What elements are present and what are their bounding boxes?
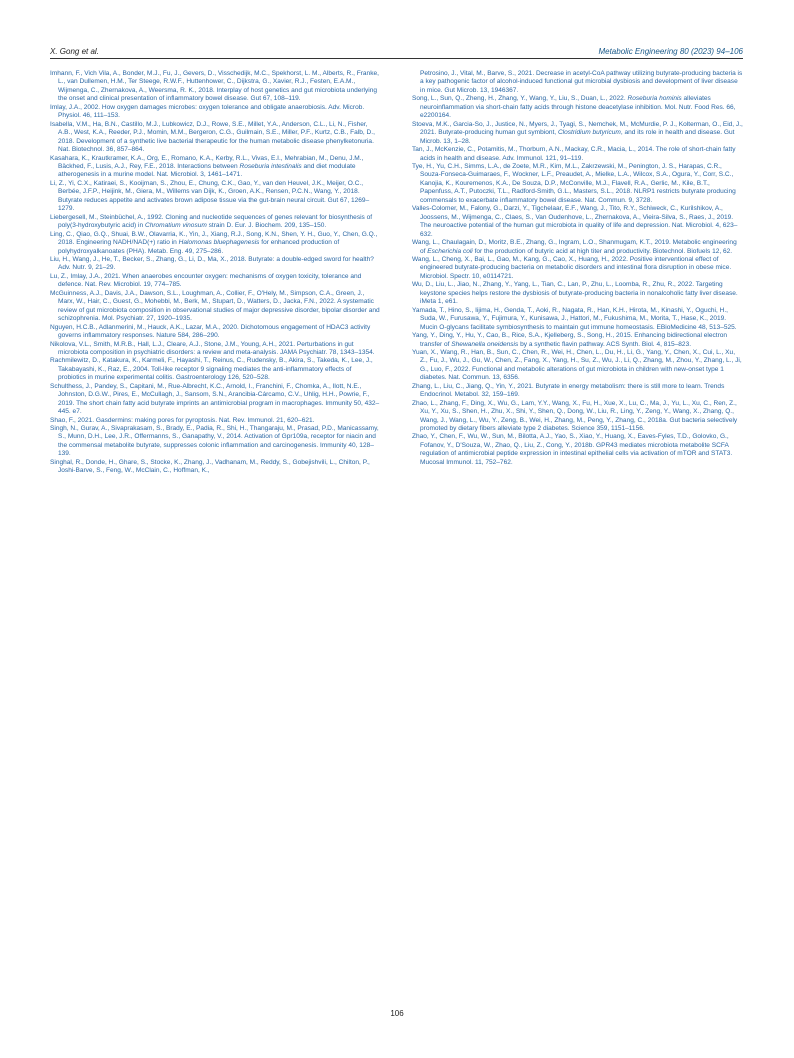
- reference-text: Zhang, L., Liu, C., Jiang, Q., Yin, Y., 2021. Butyrate in energy metabolism: there is still more to learn. Trends Endocrinol. Metabol. 32, 159–169.: [412, 382, 725, 399]
- reference-entry[interactable]: [50, 290, 381, 324]
- reference-species-name: Halomonas bluephagenesis: [178, 239, 260, 247]
- reference-entry[interactable]: [412, 121, 743, 146]
- reference-text: Liu, H., Wang, J., He, T., Becker, S., Zhang, G., Li, D., Ma, X., 2018. Butyrate: a double-edged sword for health? Adv. Nutr. 9, 21–29.: [50, 255, 374, 272]
- reference-text: strain D. Eur. J. Biochem. 209, 135–150.: [206, 222, 327, 230]
- reference-entry[interactable]: [412, 239, 743, 256]
- reference-species-name: Clostridium butyricum: [557, 129, 621, 137]
- reference-text: Tan, J., McKenzie, C., Potamitis, M., Thorburn, A.N., Mackay, C.R., Macia, L., 2014. The role of short-chain fatty acids in health and disease. Adv. Immunol. 121, 91–119.: [412, 146, 736, 162]
- reference-text: Rachmilewitz, D., Katakura, K., Karmeli, F., Hayashi, T., Reinus, C., Rudensky, B., Akira, S., Takeda, K., Lee, J., Takabayashi, K., Raz, E., 2004. Toll-like receptor 9 signaling mediates the anti-inflammatory effects of probiotics in murine experimental colitis. Gastroenterology 126, 520–528.: [50, 357, 373, 382]
- reference-entry[interactable]: [50, 256, 381, 273]
- reference-text: Wang, L., Cheng, X., Bai, L., Gao, M., Kang, G., Cao, X., Huang, H., 2022. Positive interventional effect of engineered butyrate-producing bacteria on metabolic disorders and intestinal flora disruption in obese mice. Microbiol. Spectr. 10, e0114721.: [412, 255, 732, 280]
- reference-entry[interactable]: [50, 459, 381, 476]
- reference-list-left-column: [50, 70, 381, 476]
- reference-text: Schulthess, J., Pandey, S., Capitani, M., Rue-Albrecht, K.C., Arnold, I., Franchini, F., Chomka, A., Ilott, N.E., Johnston, D.G.W., Pires, E., McCullagh, J., Sansom, S.N., Arancibia-Cárcamo, C.V., Uhlig, H.H., Powrie, F., 2019. The short chain fatty acid butyrate imprints an antimicrobial program in macrophages. Immunity 50, 432–445. e7.: [50, 382, 380, 416]
- reference-text: for enhanced production of polyhydroxyalkanoates (PHA). Metab. Eng. 49, 275–286.: [58, 239, 340, 255]
- running-header-authors: X. Gong et al.: [50, 47, 99, 56]
- reference-entry[interactable]: [50, 104, 381, 121]
- page-number: 106: [390, 1009, 404, 1018]
- reference-entry[interactable]: [412, 332, 743, 349]
- reference-text: Nguyen, H.C.B., Adlanmerini, M., Hauck, A.K., Lazar, M.A., 2020. Dichotomous engagement of HDAC3 activity governs inflammatory responses. Nature 584, 286–290.: [50, 323, 371, 340]
- reference-text: by a synthetic flavin pathway. ACS Synth. Biol. 4, 815–823.: [518, 340, 692, 348]
- reference-entry[interactable]: [412, 256, 743, 281]
- reference-text: Yamada, T., Hino, S., Iijima, H., Genda, T., Aoki, R., Nagata, R., Han, K.H., Hirota, M., Kinashi, Y., Oguchi, H., Suda, W., Furusawa, Y., Fujimura, Y., Kunisawa, J., Hattori, M., Fukushima, M., Morita, T., Hase, K., 2019. Mucin O-glycans facilitate symbiosynthesis to maintain gut immune homeostasis. EBioMedicine 48, 513–525.: [412, 306, 737, 331]
- reference-text: Lu, Z., Imlay, J.A., 2021. When anaerobes encounter oxygen: mechanisms of oxygen toxicity, tolerance and defence. Nat. Rev. Microbiol. 19, 774–785.: [50, 272, 362, 289]
- reference-entry[interactable]: [412, 70, 743, 95]
- reference-entry[interactable]: [50, 70, 381, 104]
- reference-entry[interactable]: [50, 121, 381, 155]
- reference-entry[interactable]: [50, 341, 381, 358]
- reference-text: for the production of butyric acid at high titer and productivity. Biotechnol. Biofuels 12, 62.: [472, 247, 733, 255]
- reference-entry[interactable]: [412, 349, 743, 383]
- reference-entry[interactable]: [412, 383, 743, 400]
- reference-text: Yuan, X., Wang, R., Han, B., Sun, C., Chen, R., Wei, H., Chen, L., Du, H., Li, G., Yang, Y., Chen, X., Cui, L., Xu, Z., Fu, J., Wu, J., Gu, W., Chen, Z., Fang, X., Yang, H., Su, Z., Wu, J., Li, Q., Zhang, M., Zhou, Y., Zhang, L., Ji, G., Luo, F., 2022. Functional and metabolic alterations of gut microbiota in children with new-onset type 1 diabetes. Nat. Commun. 13, 6356.: [412, 348, 742, 382]
- reference-text: Imhann, F., Vich Vila, A., Bonder, M.J., Fu, J., Gevers, D., Visschedijk, M.C., Spekhorst, L. M., Alberts, R., Franke, L., van Dullemen, H.M., Ter Steege, R.W.F., Huttenhower, C., Dijkstra, G., Xavier, R.J., Festen, E.A.M., Wijmenga, C., Zhernakova, A., Weersma, R. K., 2018. Interplay of host genetics and gut microbiota underlying the onset and clinical presentation of inflammatory bowel disease. Gut 67, 108–119.: [50, 70, 379, 103]
- header-divider: [50, 58, 743, 59]
- reference-entry[interactable]: [412, 400, 743, 434]
- reference-text: Wang, L., Chaulagain, D., Moritz, B.E., Zhang, G., Ingram, L.O., Shanmugam, K.T., 2019. Metabolic engineering of: [412, 239, 737, 255]
- reference-species-name: Shewanella oneidensis: [451, 340, 519, 348]
- reference-text: Liebergesell, M., Steinbüchel, A., 1992. Cloning and nucleotide sequences of genes relevant for biosynthesis of poly(3-hydroxybutyric acid) in: [50, 213, 373, 230]
- reference-text: Imlay, J.A., 2002. How oxygen damages microbes: oxygen tolerance and obligate anaerobiosis. Adv. Microb. Physiol. 46, 111–153.: [50, 103, 365, 120]
- reference-entry[interactable]: [50, 214, 381, 231]
- reference-text: Singhal, R., Donde, H., Ghare, S., Stocke, K., Zhang, J., Vadhanam, M., Reddy, S., Gobejishvili, L., Chilton, P., Joshi-Barve, S., Feng, W., McClain, C., Hoffman, K.,: [50, 458, 370, 475]
- reference-text: Shao, F., 2021. Gasdermins: making pores for pyroptosis. Nat. Rev. Immunol. 21, 620–621.: [50, 416, 315, 424]
- reference-entry[interactable]: [50, 231, 381, 256]
- reference-text: Li, Z., Yi, C.X., Katiraei, S., Kooijman, S., Zhou, E., Chung, C.K., Gao, Y., van den Heuvel, J.K., Meijer, O.C., Berbée, J.F.P., Heijink, M., Giera, M., Willems van Dijk, K., Groen, A.K., Rensen, P.C.N., Wang, Y., 2018. Butyrate reduces appetite and activates brown adipose tissue via the gut-brain neural circuit. Gut 67, 1269–1279.: [50, 179, 370, 213]
- reference-text: Stoeva, M.K., Garcia-So, J., Justice, N., Myers, J., Tyagi, S., Nemchek, M., McMurdie, P. J., Kolterman, O., Eid, J., 2021. Butyrate-producing human gut symbiont,: [412, 120, 743, 137]
- reference-text: Song, L., Sun, Q., Zheng, H., Zhang, Y., Wang, Y., Liu, S., Duan, L., 2022.: [412, 95, 628, 103]
- reference-species-name: Escherichia coli: [427, 247, 473, 255]
- running-header-journal[interactable]: Metabolic Engineering 80 (2023) 94–106: [598, 47, 743, 56]
- reference-entry[interactable]: [412, 433, 743, 467]
- reference-entry[interactable]: [50, 324, 381, 341]
- reference-text: Petrosino, J., Vital, M., Barve, S., 2021. Decrease in acetyl-CoA pathway utilizing butyrate-producing bacteria is a key pathogenic factor of alcohol-induced functional gut microbial dysbiosis and development of liver disease in mice. Gut Microb. 13, 1946367.: [420, 70, 743, 94]
- reference-text: McGuinness, A.J., Davis, J.A., Dawson, S.L., Loughman, A., Collier, F., O'Hely, M., Simpson, C.A., Green, J., Marx, W., Hair, C., Guest, G., Mohebbi, M., Berk, M., Stupart, D., Watters, D., Jacka, F.N., 2022. A systematic review of gut microbiota composition in observational studies of major depressive disorder, bipolar disorder and schizophrenia. Mol. Psychiatr. 27, 1920–1935.: [50, 289, 380, 323]
- reference-text: Singh, N., Gurav, A., Sivaprakasam, S., Brady, E., Padia, R., Shi, H., Thangaraju, M., Prasad, P.D., Manicassamy, S., Munn, D.H., Lee, J.R., Offermanns, S., Ganapathy, V., 2014. Activation of Gpr109a, receptor for niacin and the commensal metabolite butyrate, suppresses colonic inflammation and carcinogenesis. Immunity 40, 128–139.: [50, 425, 379, 458]
- reference-text: Wu, D., Liu, L., Jiao, N., Zhang, Y., Yang, L., Tian, C., Lan, P., Zhu, L., Loomba, R., Zhu, R., 2022. Targeting keystone species helps restore the dysbiosis of butyrate-producing bacteria in nonalcoholic fatty liver disease. iMeta 1, e61.: [412, 281, 738, 306]
- reference-species-name: Roseburia intestinalis: [239, 162, 302, 170]
- reference-entry[interactable]: [50, 357, 381, 382]
- reference-text: Valles-Colomer, M., Falony, G., Darzi, Y., Tigchelaar, E.F., Wang, J., Tito, R.Y., Schiweck, C., Kurilshikov, A., Joossens, M., Wijmenga, C., Claes, S., Van Oudenhove, L., Zhernakova, A., Vieira-Silva, S., Raes, J., 2019. The neuroactive potential of the human gut microbiota in quality of life and depression. Nat. Microbiol. 4, 623–632.: [412, 205, 738, 238]
- reference-entry[interactable]: [412, 307, 743, 332]
- reference-text: Tye, H., Yu, C.H., Simms, L.A., de Zoete, M.R., Kim, M.L., Zakrzewski, M., Penington, J. S., Harapas, C.R., Souza-Fonseca-Guimaraes, F., Wockner, L.F., Preaudet, A., Mielke, L.A., Wilcox, S.A., Ogura, Y., Corr, S.C., Kanojia, K., Kouremenos, K.A., De Souza, D.P., McConville, M.J., Flavell, R.A., Gerlic, M., Kile, B.T., Papenfuss, A.T., Putoczki, T.L., Radford-Smith, G.L., Masters, S.L., 2018. NLRP1 restricts butyrate producing commensals to exacerbate inflammatory bowel disease. Nat. Commun. 9, 3728.: [412, 162, 736, 204]
- reference-entry[interactable]: [412, 95, 743, 120]
- reference-entry[interactable]: [50, 417, 381, 425]
- reference-entry[interactable]: [50, 155, 381, 180]
- reference-text: Kasahara, K., Krautkramer, K.A., Org, E., Romano, K.A., Kerby, R.L., Vivas, E.I., Mehrabian, M., Denu, J.M., Bäckhed, F., Lusis, A.J., Rey, F.E., 2018. Interactions between: [50, 154, 364, 170]
- reference-text: Isabella, V.M., Ha, B.N., Castillo, M.J., Lubkowicz, D.J., Rowe, S.E., Millet, Y.A., Anderson, C.L., Li, N., Fisher, A.B., West, K.A., Reeder, P.J., Momin, M.M., Bergeron, C.G., Guilmain, S.E., Miller, P.F., Kurtz, C.B., Falb, D., 2018. Development of a synthetic live bacterial therapeutic for the human metabolic disease phenylketonuria. Nat. Biotechnol. 36, 857–864.: [50, 120, 375, 154]
- reference-text: alleviates neuroinflammation via short-chain fatty acids through histone deacetylase inhibition. Mol. Nutr. Food Res. 66, e2200164.: [420, 95, 736, 120]
- reference-text: and diet modulate atherogenesis in a murine model. Nat. Microbiol. 3, 1461–1471.: [58, 162, 356, 179]
- reference-text: Zhao, Y., Chen, F., Wu, W., Sun, M., Bilotta, A.J., Yao, S., Xiao, Y., Huang, X., Eaves-Fyles, T.D., Golovko, G., Fofanov, Y., D'Souza, W., Zhao, Q., Liu, Z., Cong, Y., 2018b. GPR43 mediates microbiota metabolite SCFA regulation of antimicrobial peptide expression in intestinal epithelial cells via activation of mTOR and STAT3. Mucosal Immunol. 11, 752–762.: [412, 433, 733, 466]
- reference-entry[interactable]: [412, 146, 743, 163]
- reference-text: Yang, Y., Ding, Y., Hu, Y., Cao, B., Rice, S.A., Kjelleberg, S., Song, H., 2015. Enhancing bidirectional electron transfer of: [412, 332, 728, 348]
- reference-entry[interactable]: [412, 281, 743, 306]
- reference-species-name: Chromatium vinosum: [144, 222, 207, 230]
- reference-entry[interactable]: [50, 273, 381, 290]
- reference-entry[interactable]: [412, 205, 743, 239]
- reference-list-right-column: [412, 70, 743, 467]
- reference-entry[interactable]: [50, 180, 381, 214]
- reference-entry[interactable]: [50, 383, 381, 417]
- reference-text: Zhao, L., Zhang, F., Ding, X., Wu, G., Lam, Y.Y., Wang, X., Fu, H., Xue, X., Lu, C., Ma, J., Yu, L., Xu, C., Ren, Z., Xu, Y., Xu, S., Shen, H., Zhu, X., Shi, Y., Shen, Q., Dong, W., Liu, R., Ling, Y., Zeng, Y., Wang, X., Zhang, Q., Wang, J., Wang, L., Wu, Y., Zeng, B., Wei, H., Zhang, M., Peng, Y., Zhang, C., 2018a. Gut bacteria selectively promoted by dietary fibers alleviate type 2 diabetes. Science 359, 1151–1156.: [412, 399, 738, 433]
- reference-text: , and its role in health and disease. Gut Microb. 13, 1–28.: [420, 129, 735, 145]
- reference-text: Ling, C., Qiao, G.Q., Shuai, B.W., Olavarria, K., Yin, J., Xiang, R.J., Song, K.N., Shen, Y. H., Guo, Y., Chen, G.Q., 2018. Engineering NADH/NAD(+) ratio in: [50, 230, 378, 247]
- reference-entry[interactable]: [412, 163, 743, 205]
- reference-species-name: Roseburia hominis: [627, 95, 682, 103]
- reference-entry[interactable]: [50, 425, 381, 459]
- reference-text: Nikolova, V.L., Smith, M.R.B., Hall, L.J., Cleare, A.J., Stone, J.M., Young, A.H., 2021. Perturbations in gut microbiota composition in psychiatric disorders: a review and meta-analysis. JAMA Psychiatr. 78, 1343–1354.: [50, 340, 375, 356]
